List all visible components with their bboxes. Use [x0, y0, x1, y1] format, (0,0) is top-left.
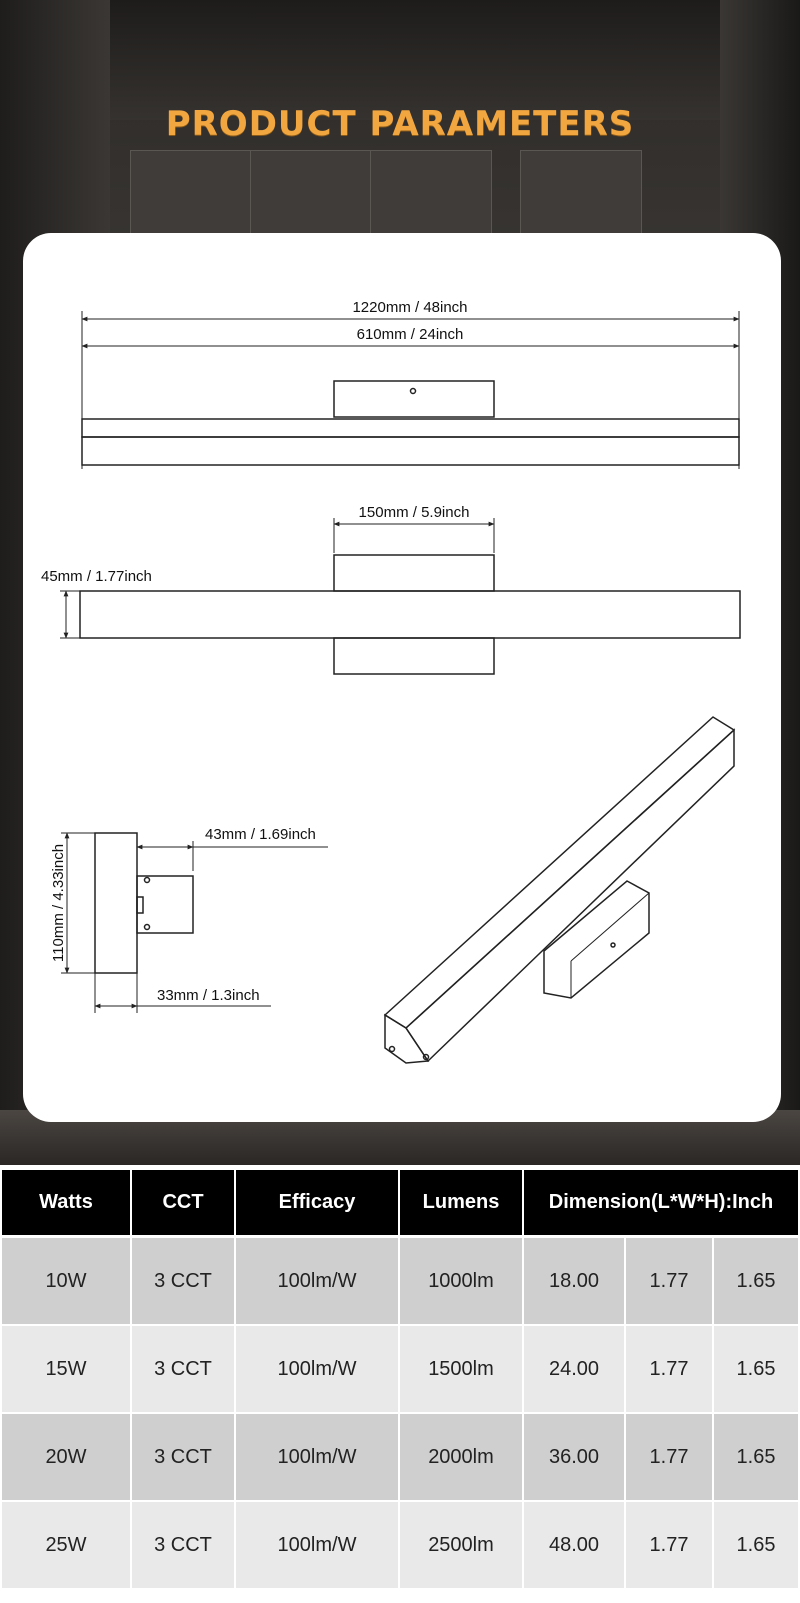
header-dimension: Dimension(L*W*H):Inch	[524, 1170, 798, 1235]
page-title: PRODUCT PARAMETERS	[165, 104, 635, 144]
spec-table	[0, 1165, 800, 1603]
table-cell: 1.77	[626, 1414, 712, 1500]
table-cell: 3 CCT	[132, 1414, 234, 1500]
table-cell: 1.65	[714, 1326, 798, 1412]
table-cell: 25W	[2, 1502, 130, 1588]
bar-height-label: 45mm / 1.77inch	[41, 568, 152, 585]
side-height-label: 110mm / 4.33inch	[50, 843, 67, 963]
table-cell: 2500lm	[400, 1502, 522, 1588]
dimension-drawing-card	[23, 233, 781, 1122]
table-cell: 1.77	[626, 1238, 712, 1324]
base-depth-label: 43mm / 1.69inch	[205, 826, 316, 843]
table-cell: 18.00	[524, 1238, 624, 1324]
table-cell: 2000lm	[400, 1414, 522, 1500]
bar-depth-label: 33mm / 1.3inch	[157, 987, 260, 1004]
ceiling	[0, 0, 800, 120]
table-cell: 3 CCT	[132, 1326, 234, 1412]
table-cell: 100lm/W	[236, 1502, 398, 1588]
header-efficacy: Efficacy	[236, 1170, 398, 1235]
table-cell: 1500lm	[400, 1326, 522, 1412]
header-cct: CCT	[132, 1170, 234, 1235]
length-short-label: 610mm / 24inch	[356, 326, 464, 343]
table-cell: 15W	[2, 1326, 130, 1412]
table-cell: 1.77	[626, 1326, 712, 1412]
table-cell: 100lm/W	[236, 1326, 398, 1412]
table-cell: 36.00	[524, 1414, 624, 1500]
dimension-drawings	[23, 233, 781, 1122]
table-cell: 1000lm	[400, 1238, 522, 1324]
table-cell: 100lm/W	[236, 1414, 398, 1500]
table-cell: 10W	[2, 1238, 130, 1324]
table-cell: 1.65	[714, 1414, 798, 1500]
table-cell: 100lm/W	[236, 1238, 398, 1324]
top-base-box	[334, 381, 494, 417]
length-long-label: 1220mm / 48inch	[352, 299, 468, 316]
base-width-label: 150mm / 5.9inch	[358, 504, 470, 521]
table-cell: 24.00	[524, 1326, 624, 1412]
table-cell: 1.65	[714, 1502, 798, 1588]
table-cell: 1.65	[714, 1238, 798, 1324]
table-cell: 20W	[2, 1414, 130, 1500]
table-cell: 48.00	[524, 1502, 624, 1588]
header-watts: Watts	[2, 1170, 130, 1235]
header-lumens: Lumens	[400, 1170, 522, 1235]
table-cell: 1.77	[626, 1502, 712, 1588]
table-cell: 3 CCT	[132, 1238, 234, 1324]
table-cell: 3 CCT	[132, 1502, 234, 1588]
